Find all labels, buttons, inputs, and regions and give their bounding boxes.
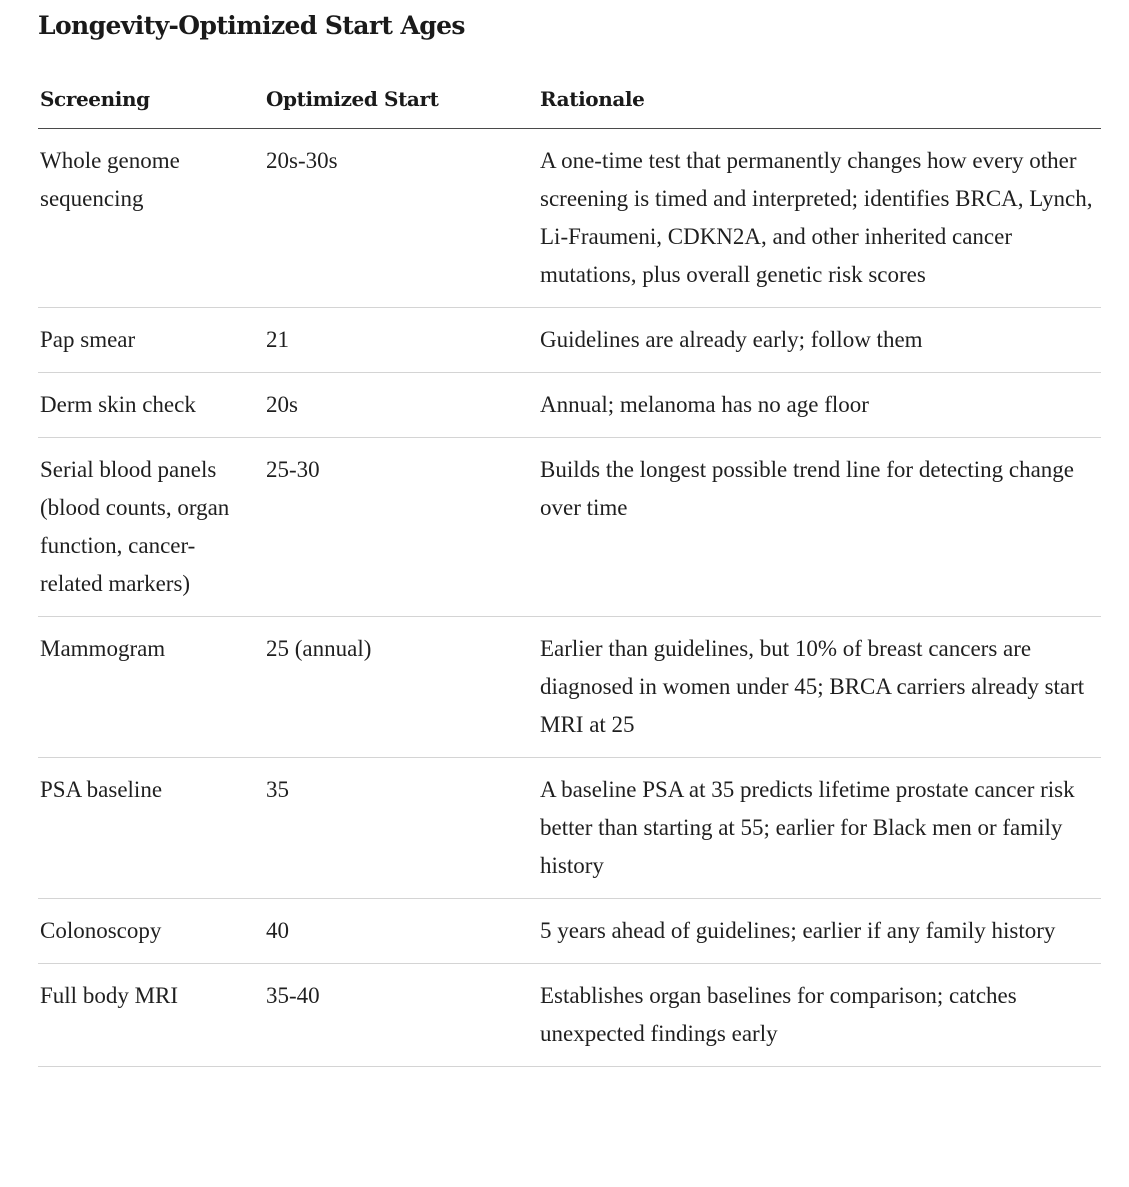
rationale-cell: Annual; melanoma has no age floor <box>538 373 1101 438</box>
screening-table <box>38 69 1101 1067</box>
table-header <box>38 69 1101 129</box>
screening-cell: Mammogram <box>38 617 264 758</box>
table-row <box>38 758 1101 899</box>
screening-cell: Pap smear <box>38 308 264 373</box>
start-cell: 35 <box>264 758 538 899</box>
header-screening: Screening <box>38 69 264 129</box>
table-row <box>38 964 1101 1067</box>
start-cell: 21 <box>264 308 538 373</box>
start-cell: 20s-30s <box>264 129 538 308</box>
table-row <box>38 438 1101 617</box>
rationale-cell: A one-time test that permanently changes how every other screening is timed and interpreted; identifies BRCA, Lynch, Li-Fraumeni, CDKN2A, and other inherited cancer mutations, plus overall genetic risk scores <box>538 129 1101 308</box>
start-cell: 40 <box>264 899 538 964</box>
rationale-cell: Guidelines are already early; follow them <box>538 308 1101 373</box>
table-row <box>38 129 1101 308</box>
screening-cell: PSA baseline <box>38 758 264 899</box>
start-cell: 20s <box>264 373 538 438</box>
start-cell: 35-40 <box>264 964 538 1067</box>
rationale-cell: Establishes organ baselines for comparison; catches unexpected findings early <box>538 964 1101 1067</box>
header-optimized-start: Optimized Start <box>264 69 538 129</box>
rationale-cell: A baseline PSA at 35 predicts lifetime prostate cancer risk better than starting at 55; earlier for Black men or family history <box>538 758 1101 899</box>
rationale-cell: Earlier than guidelines, but 10% of breast cancers are diagnosed in women under 45; BRCA carriers already start MRI at 25 <box>538 617 1101 758</box>
table-title: Longevity-Optimized Start Ages <box>38 11 465 40</box>
table-row <box>38 373 1101 438</box>
start-cell: 25-30 <box>264 438 538 617</box>
header-row <box>38 69 1101 129</box>
screening-cell: Derm skin check <box>38 373 264 438</box>
screening-cell: Whole genome sequencing <box>38 129 264 308</box>
screening-cell: Serial blood panels (blood counts, organ function, cancer-related markers) <box>38 438 264 617</box>
table-row <box>38 308 1101 373</box>
start-cell: 25 (annual) <box>264 617 538 758</box>
rationale-cell: 5 years ahead of guidelines; earlier if any family history <box>538 899 1101 964</box>
table-row <box>38 617 1101 758</box>
screening-cell: Colonoscopy <box>38 899 264 964</box>
header-rationale: Rationale <box>538 69 1101 129</box>
rationale-cell: Builds the longest possible trend line for detecting change over time <box>538 438 1101 617</box>
screening-cell: Full body MRI <box>38 964 264 1067</box>
table-row <box>38 899 1101 964</box>
table-body <box>38 129 1101 1067</box>
